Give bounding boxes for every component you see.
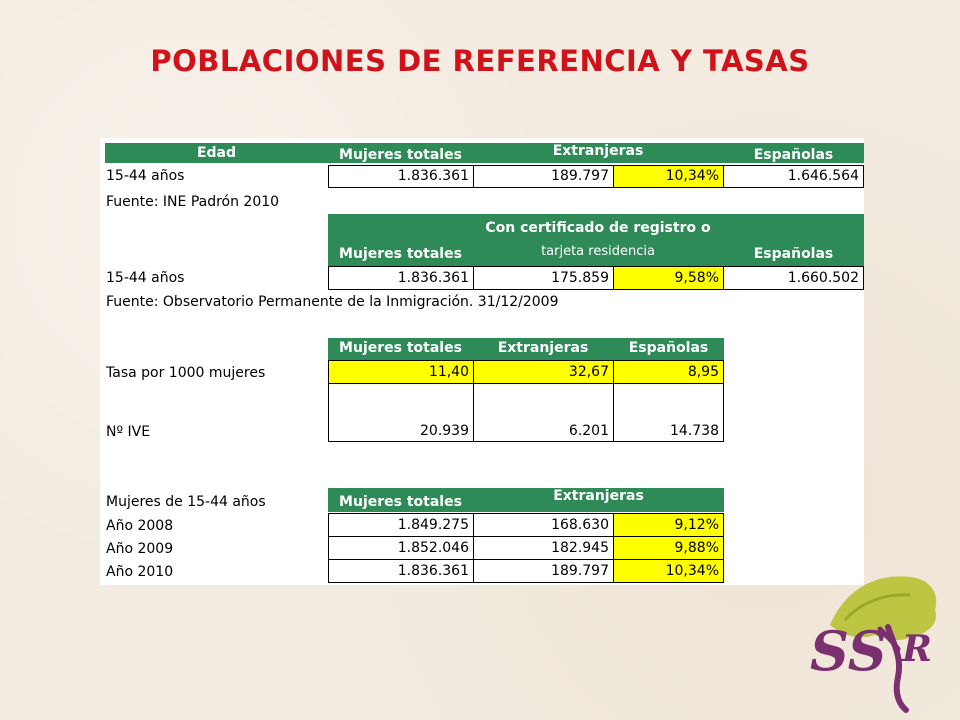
spreadsheet-area [100, 138, 864, 585]
header-extranjeras: Extranjeras [473, 143, 723, 163]
pct-2010: 10,34% [613, 559, 724, 583]
pct-2009: 9,88% [613, 536, 724, 560]
foreign-2010: 189.797 [473, 559, 614, 583]
pct-2008: 9,12% [613, 513, 724, 537]
source-note-2: Fuente: Observatorio Permanente de la Inmigración. 31/12/2009 [106, 294, 559, 310]
source-note-1: Fuente: INE Padrón 2010 [106, 194, 280, 210]
page-title: POBLACIONES DE REFERENCIA Y TASAS [150, 44, 810, 78]
ssyr-logo-icon [790, 565, 950, 715]
table4-label: Mujeres de 15-44 años [106, 494, 266, 510]
total-2008: 1.849.275 [328, 513, 474, 537]
row-year-2010: Año 2010 [106, 564, 174, 580]
rate-label: Tasa por 1000 mujeres [106, 365, 266, 381]
total-2010: 1.836.361 [328, 559, 474, 583]
cell-spanish-2: 1.660.502 [723, 266, 864, 290]
cell-foreign-pct: 10,34% [613, 165, 724, 188]
foreign-2009: 182.945 [473, 536, 614, 560]
ive-total: 20.939 [328, 421, 474, 442]
header-extranjeras-4: Extranjeras [473, 488, 724, 512]
rate-foreign: 32,67 [473, 360, 614, 384]
row-label-age-2: 15-44 años [106, 270, 185, 286]
foreign-2008: 168.630 [473, 513, 614, 537]
cell-total-2: 1.836.361 [328, 266, 474, 290]
ive-foreign: 6.201 [473, 421, 614, 442]
ive-spanish: 14.738 [613, 421, 724, 442]
header-mujeres-totales-4: Mujeres totales [328, 488, 473, 512]
rate-spanish: 8,95 [613, 360, 724, 384]
cell-total: 1.836.361 [328, 165, 474, 188]
svg-text:SS: SS [810, 619, 887, 683]
cell-foreign-2: 175.859 [473, 266, 614, 290]
rate-total: 11,40 [328, 360, 474, 384]
header-espanolas-3: Españolas [613, 338, 724, 360]
header-espanolas-2: Españolas [753, 246, 834, 262]
cell-spanish: 1.646.564 [723, 165, 864, 188]
header-mujeres-totales-3: Mujeres totales [328, 338, 473, 360]
header-certificate: Con certificado de registro o [485, 220, 711, 236]
header-mujeres-totales-2: Mujeres totales [339, 246, 462, 262]
row-label-age: 15-44 años [106, 168, 185, 184]
header-espanolas: Españolas [723, 143, 864, 163]
total-2009: 1.852.046 [328, 536, 474, 560]
cell-foreign: 189.797 [473, 165, 614, 188]
header-extranjeras-3: Extranjeras [473, 338, 613, 360]
cell-foreign-pct-2: 9,58% [613, 266, 724, 290]
header-tarjeta: tarjeta residencia [541, 244, 655, 259]
ive-label: Nº IVE [106, 424, 151, 440]
header-mujeres-totales: Mujeres totales [328, 143, 473, 163]
header-edad: Edad [105, 143, 328, 163]
row-year-2008: Año 2008 [106, 518, 174, 534]
row-year-2009: Año 2009 [106, 541, 174, 557]
svg-text:R: R [902, 628, 932, 670]
